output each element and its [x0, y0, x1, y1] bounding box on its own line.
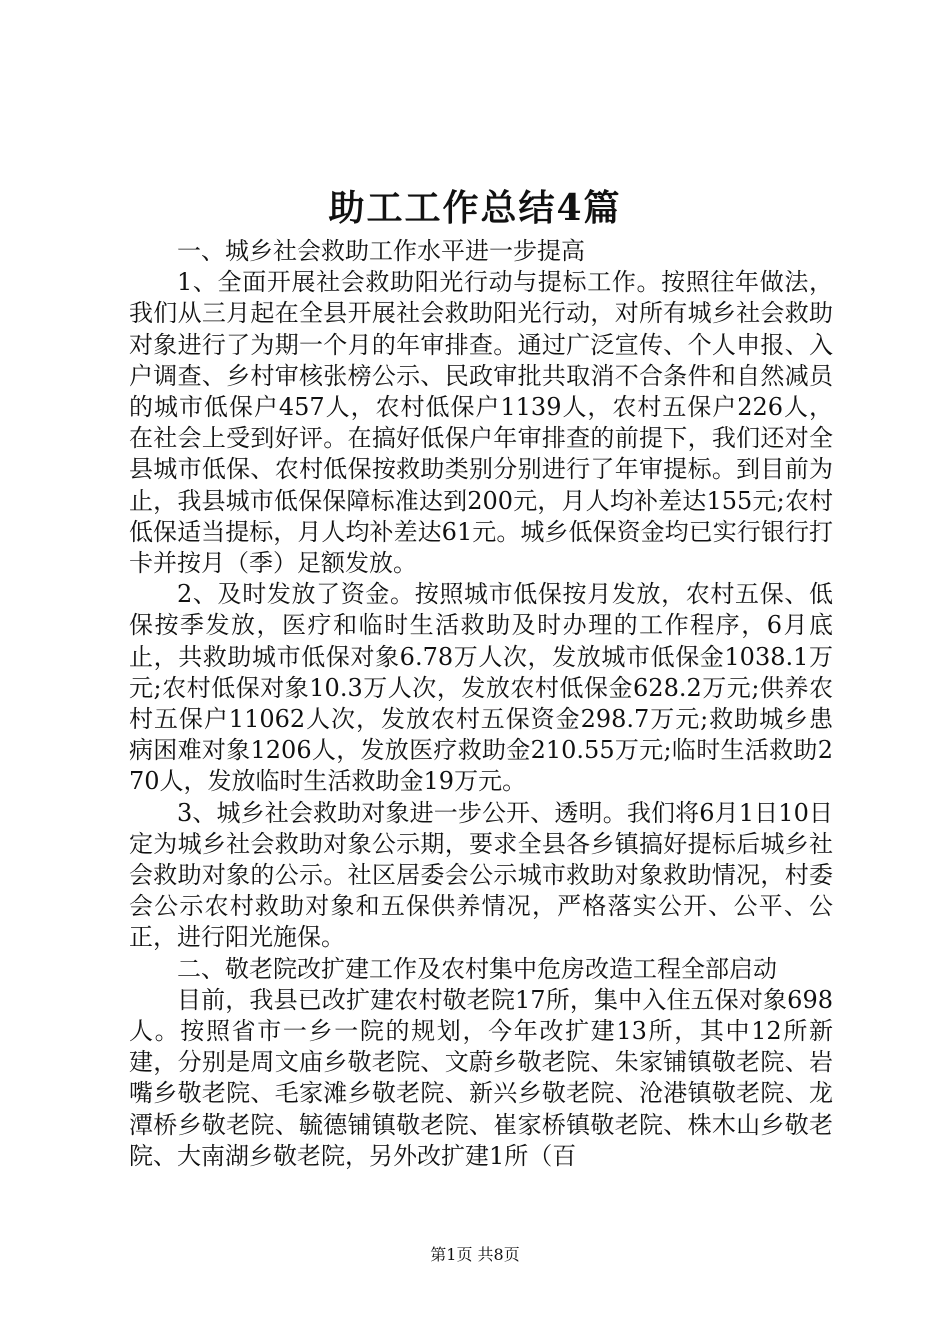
paragraph-4: 目前，我县已改扩建农村敬老院17所，集中入住五保对象698人。按照省市一乡一院的规划，今年改扩建13所，其中12所新建，分别是周文庙乡敬老院、文蔚乡敬老院、朱家铺镇敬老院、岩嘴乡敬老院、毛家滩乡敬老院、新兴乡敬老院、沧港镇敬老院、龙潭桥乡敬老院、毓德铺镇敬老院、崔家桥镇敬老院、株木山乡敬老院、大南湖乡敬老院，另外改扩建1所（百 [129, 985, 833, 1170]
paragraph-2: 2、及时发放了资金。按照城市低保按月发放，农村五保、低保按季发放，医疗和临时生活救助及时办理的工作程序，6月底止，共救助城市低保对象6.78万人次，发放城市低保金1038.1万元;农村低保对象10.3万人次，发放农村低保金628.2万元;供养农村五保户11062人次，发放农村五保资金298.7万元;救助城乡患病困难对象1206人，发放医疗救助金210.55万元;临时生活救助270人，发放临时生活救助金19万元。 [129, 580, 833, 796]
page-footer: 第1页 共8页 [430, 1245, 520, 1264]
paragraph-1: 1、全面开展社会救助阳光行动与提标工作。按照往年做法，我们从三月起在全县开展社会救助阳光行动，对所有城乡社会救助对象进行了为期一个月的年审排查。通过广泛宣传、个人申报、入户调查、乡村审核张榜公示、民政审批共取消不合条件和自然减员的城市低保户457人，农村低保户1139人，农村五保户226人，在社会上受到好评。在搞好低保户年审排查的前提下，我们还对全县城市低保、农村低保按救助类别分别进行了年审提标。到目前为止，我县城市低保保障标准达到200元，月人均补差达155元;农村低保适当提标，月人均补差达61元。城乡低保资金均已实行银行打卡并按月（季）足额发放。 [129, 268, 833, 578]
section-heading-1: 一、城乡社会救助工作水平进一步提高 [177, 237, 585, 265]
paragraph-3: 3、城乡社会救助对象进一步公开、透明。我们将6月1日10日定为城乡社会救助对象公示期，要求全县各乡镇搞好提标后城乡社会救助对象的公示。社区居委会公示城市救助对象救助情况，村委会公示农村救助对象和五保供养情况，严格落实公开、公平、公正，进行阳光施保。 [129, 798, 833, 952]
document-body [129, 236, 833, 1172]
document-title: 助工工作总结4篇 [328, 187, 622, 229]
section-heading-2: 二、敬老院改扩建工作及农村集中危房改造工程全部启动 [177, 954, 777, 983]
